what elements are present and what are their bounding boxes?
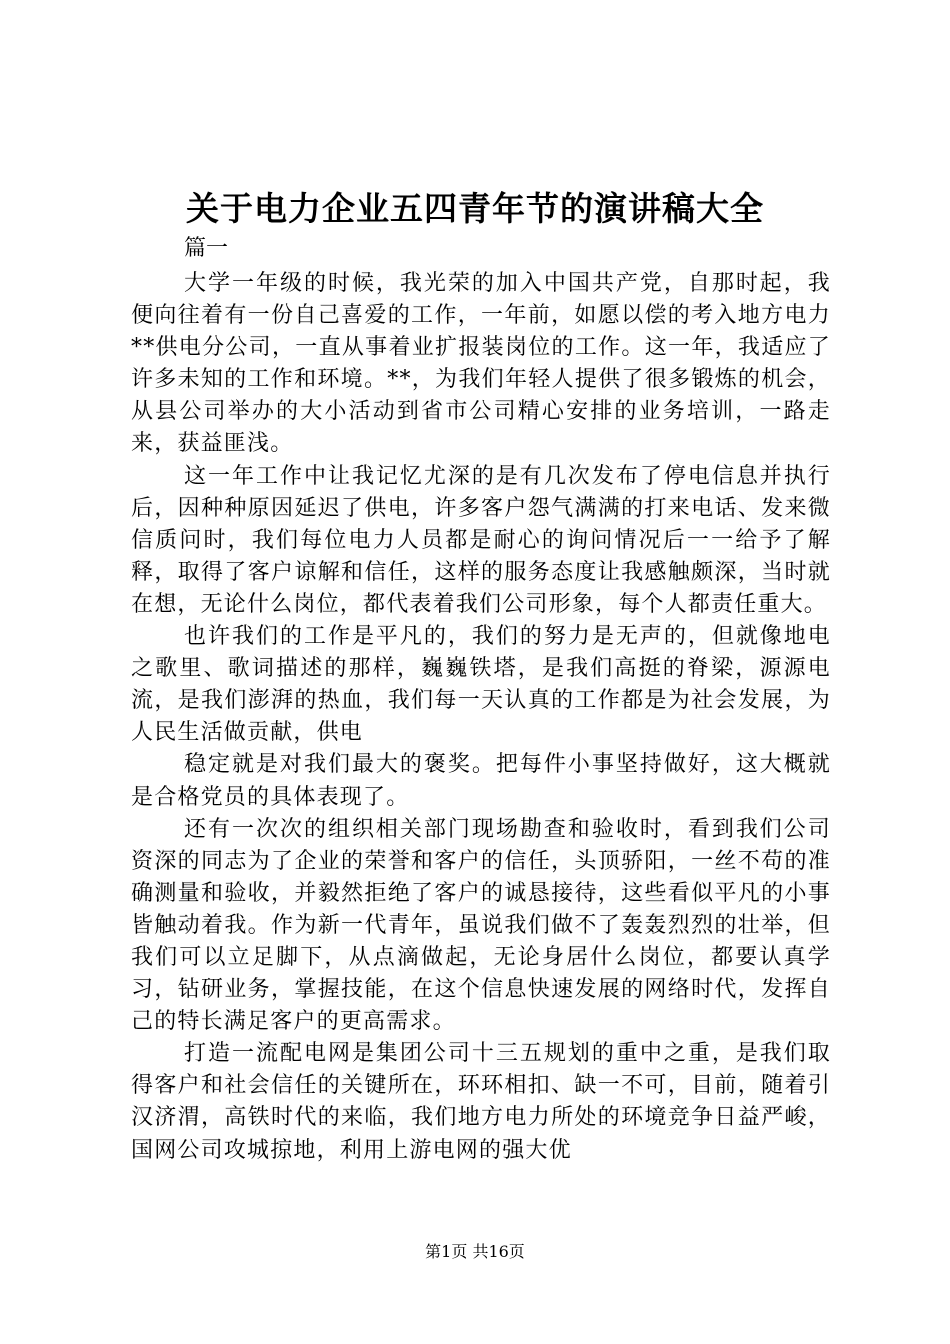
paragraph: 还有一次次的组织相关部门现场勘查和验收时，看到我们公司资深的同志为了企业的荣誉和客户的信任，头顶骄阳，一丝不苟的准确测量和验收，并毅然拒绝了客户的诚恳接待，这些看似平凡的小事皆触动着我。作为新一代青年，虽说我们做不了轰轰烈烈的壮举，但我们可以立足脚下，从点滴做起，无论身居什么岗位，都要认真学习，钻研业务，掌握技能，在这个信息快速发展的网络时代，发挥自己的特长满足客户的更高需求。 [131, 816, 831, 1035]
paragraph: 打造一流配电网是集团公司十三五规划的重中之重，是我们取得客户和社会信任的关键所在，环环相扣、缺一不可，目前，随着引汉济渭，高铁时代的来临，我们地方电力所处的环境竞争日益严峻，国网公司攻城掠地，利用上游电网的强大优 [131, 1041, 831, 1163]
paragraph: 稳定就是对我们最大的褒奖。把每件小事坚持做好，这大概就是合格党员的具体表现了。 [131, 752, 831, 810]
document-title: 关于电力企业五四青年节的演讲稿大全 [186, 189, 764, 228]
section-label: 篇一 [184, 236, 229, 261]
paragraph: 大学一年级的时候，我光荣的加入中国共产党，自那时起，我便向往着有一份自己喜爱的工作，一年前，如愿以偿的考入地方电力**供电分公司，一直从事着业扩报装岗位的工作。这一年，我适应了许多未知的工作和环境。**，为我们年轻人提供了很多锻炼的机会，从县公司举办的大小活动到省市公司精心安排的业务培训，一路走来，获益匪浅。 [131, 271, 831, 457]
page-indicator: 第1页 共16页 [425, 1242, 525, 1261]
paragraph: 这一年工作中让我记忆尤深的是有几次发布了停电信息并执行后，因种种原因延迟了供电，许多客户怨气满满的打来电话、发来微信质问时，我们每位电力人员都是耐心的询问情况后一一给予了解释，取得了客户谅解和信任，这样的服务态度让我感触颇深，当时就在想，无论什么岗位，都代表着我们公司形象，每个人都责任重大。 [131, 463, 831, 617]
document-body [131, 268, 831, 1167]
paragraph: 也许我们的工作是平凡的，我们的努力是无声的，但就像地电之歌里、歌词描述的那样，巍巍铁塔，是我们高挺的脊梁，源源电流，是我们澎湃的热血，我们每一天认真的工作都是为社会发展，为人民生活做贡献，供电 [131, 624, 831, 746]
